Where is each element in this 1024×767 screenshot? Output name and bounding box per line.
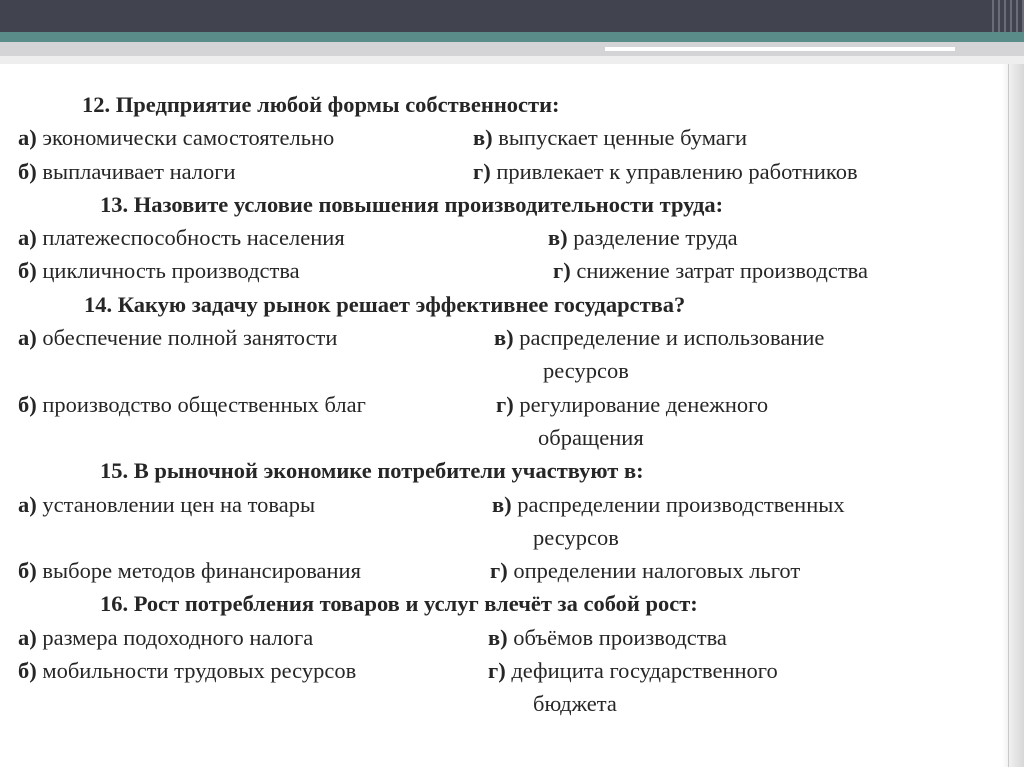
option-v [488, 621, 727, 654]
option-v [548, 221, 738, 254]
option-v [494, 321, 824, 354]
option-letter: а) [18, 325, 37, 351]
option-row [18, 321, 1008, 354]
option-g [490, 554, 800, 587]
option-row [18, 388, 1008, 421]
option-g [553, 254, 868, 287]
option-row [18, 554, 1008, 587]
option-text: привлекает к управлению работников [496, 158, 858, 184]
option-letter: в) [488, 624, 508, 650]
option-row [18, 488, 1008, 521]
option-letter: а) [18, 225, 37, 251]
option-letter: б) [18, 391, 37, 417]
option-text: мобильности трудовых ресурсов [42, 658, 357, 684]
option-letter: б) [18, 158, 37, 184]
option-text: выборе методов финансирования [42, 558, 361, 584]
option-letter: а) [18, 125, 37, 151]
option-text: разделение труда [573, 225, 738, 251]
option-text-continued: ресурсов [533, 524, 619, 550]
option-text: выпускает ценные бумаги [498, 125, 748, 151]
question-title: 14. Какую задачу рынок решает эффективнее государства? [84, 291, 686, 317]
option-g [488, 654, 778, 687]
question-15 [18, 454, 1008, 487]
option-text: распределении производственных [517, 491, 845, 517]
option-v [492, 488, 845, 521]
option-text: определении налоговых льгот [513, 558, 801, 584]
option-row [18, 254, 1008, 287]
option-continuation [18, 421, 1008, 454]
option-letter: в) [494, 325, 514, 351]
option-row [18, 121, 1008, 154]
option-v [473, 121, 747, 154]
question-title: 15. В рыночной экономике потребители участвуют в: [100, 458, 644, 484]
option-text-continued: ресурсов [543, 358, 629, 384]
option-text: обеспечение полной занятости [42, 325, 338, 351]
option-text: платежеспособность населения [42, 225, 345, 251]
option-letter: б) [18, 558, 37, 584]
slide-right-edge-line [1008, 64, 1009, 767]
option-continuation [18, 687, 1008, 720]
question-14 [18, 288, 1008, 321]
slide-content [18, 88, 1008, 721]
option-continuation [18, 354, 1008, 387]
option-text-continued: обращения [538, 424, 644, 450]
option-text: цикличность производства [42, 258, 300, 284]
option-text-continued: бюджета [533, 691, 617, 717]
option-continuation [18, 521, 1008, 554]
option-text: объёмов производства [513, 624, 727, 650]
option-letter: г) [473, 158, 491, 184]
option-letter: в) [492, 491, 512, 517]
option-row [18, 621, 1008, 654]
option-text: регулирование денежного [519, 391, 769, 417]
question-12 [18, 88, 1008, 121]
option-letter: в) [548, 225, 568, 251]
option-text: распределение и использование [519, 325, 825, 351]
option-row [18, 155, 1008, 188]
option-letter: г) [496, 391, 514, 417]
question-16 [18, 587, 1008, 620]
option-letter: г) [490, 558, 508, 584]
option-text: производство общественных благ [42, 391, 366, 417]
question-title: 13. Назовите условие повышения производительности труда: [100, 191, 724, 217]
option-letter: а) [18, 491, 37, 517]
question-title: 12. Предприятие любой формы собственности: [82, 92, 560, 117]
option-text: снижение затрат производства [576, 258, 868, 284]
question-title: 16. Рост потребления товаров и услуг влечёт за собой рост: [100, 591, 698, 617]
header-band-light [0, 56, 1024, 64]
option-row [18, 221, 1008, 254]
option-letter: г) [488, 658, 506, 684]
header-band-highlight [605, 47, 955, 51]
header-band-teal [0, 32, 1024, 42]
option-letter: г) [553, 258, 571, 284]
option-text: размера подоходного налога [42, 624, 314, 650]
option-text: экономически самостоятельно [42, 125, 335, 151]
option-letter: а) [18, 624, 37, 650]
header-band-stripes [988, 0, 1024, 32]
option-letter: в) [473, 125, 493, 151]
option-text: установлении цен на товары [42, 491, 316, 517]
option-text: выплачивает налоги [42, 158, 236, 184]
option-letter: б) [18, 658, 37, 684]
option-g [496, 388, 768, 421]
question-13 [18, 188, 1008, 221]
option-g [473, 155, 858, 188]
option-text: дефицита государственного [511, 658, 778, 684]
option-letter: б) [18, 258, 37, 284]
header-band-dark [0, 0, 1024, 32]
option-row [18, 654, 1008, 687]
